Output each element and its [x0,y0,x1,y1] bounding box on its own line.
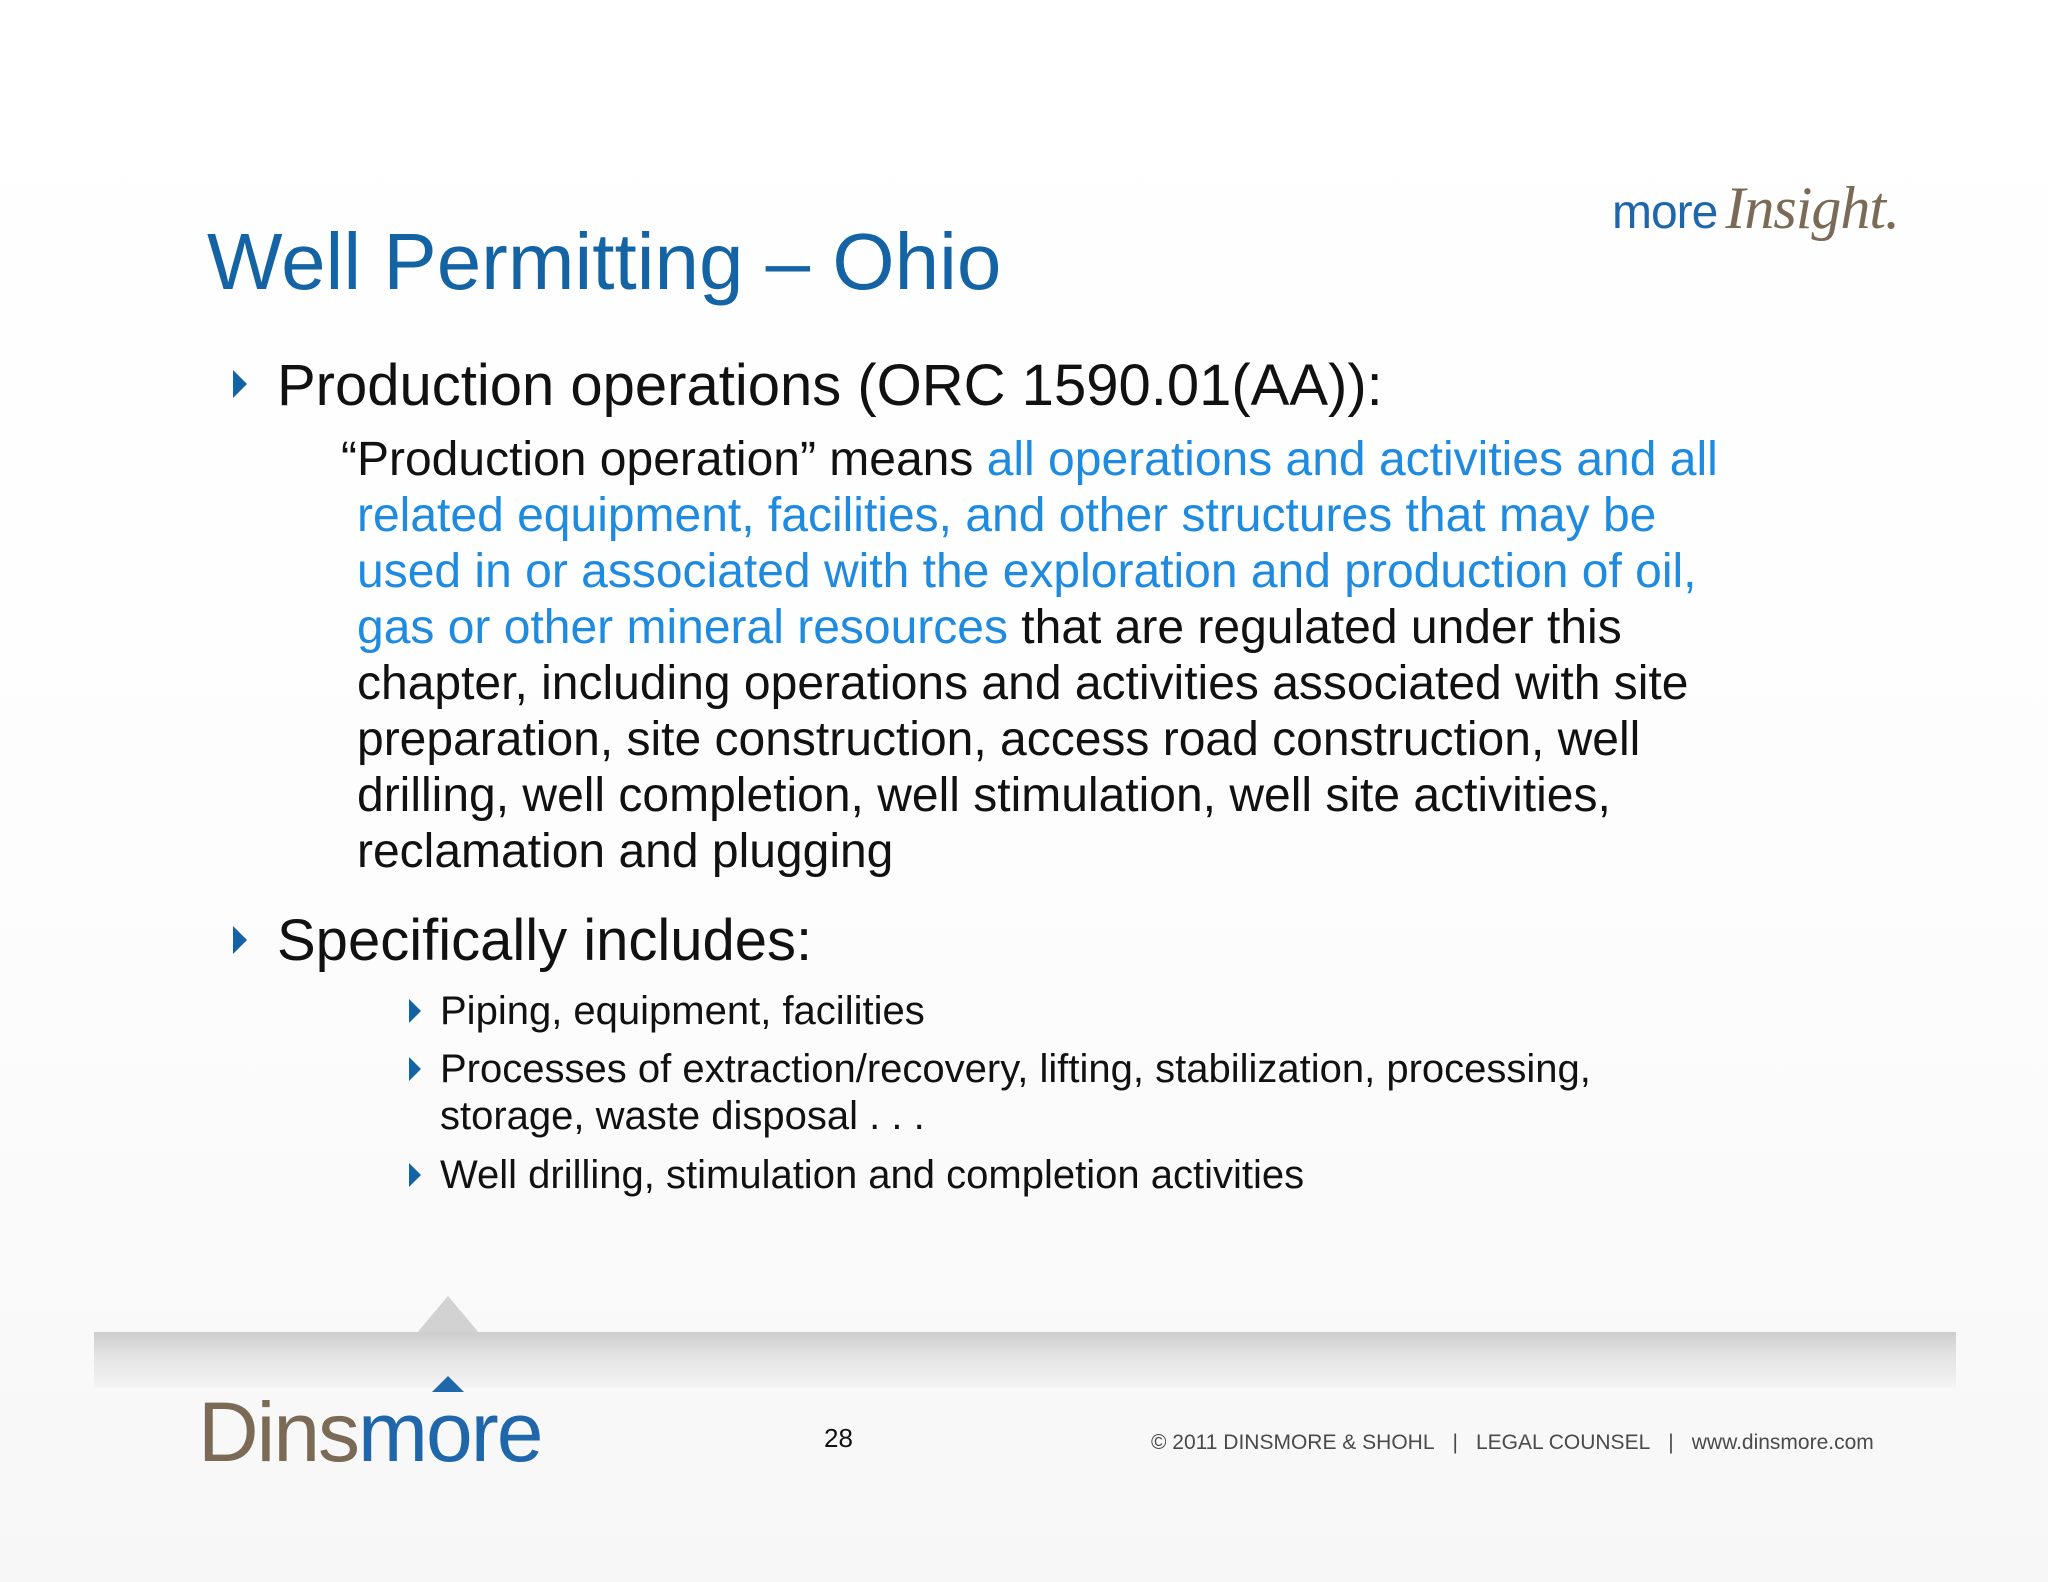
footer-separator: | [1668,1431,1674,1454]
logo-re-text: re [470,1385,542,1479]
sub-bullet-item [440,1152,1304,1199]
definition-line [357,600,1857,656]
definition-text: preparation, site construction, access road construction, well [357,713,1641,766]
logo-more-text: more [1612,186,1718,239]
sub-bullet-line: Processes of extraction/recovery, lifting, stabilization, processing, [440,1047,1591,1091]
definition-text: that are regulated under this [1007,601,1622,654]
bullet-arrow-icon [233,370,247,398]
definition-emphasis-text: gas or other mineral resources [357,601,1008,654]
slide-title: Well Permitting – Ohio [207,217,1002,306]
sub-bullet-arrow-icon [409,1057,421,1081]
caret-icon [432,1376,464,1392]
footer-band [94,1332,1956,1388]
footer-info [1151,1432,1874,1453]
footer-website-link[interactable]: www.dinsmore.com [1691,1431,1874,1454]
logo-m-text: m [358,1385,427,1479]
logo-dins-text: Dins [198,1385,359,1479]
sub-bullet-line: Well drilling, stimulation and completion activities [440,1153,1305,1197]
footer-legal-counsel: LEGAL COUNSEL [1475,1431,1651,1454]
sub-bullet-arrow-icon [409,999,421,1023]
page-number: 28 [824,1423,853,1453]
more-insight-logo [1612,175,1900,241]
definition-text: chapter, including operations and activities associated with site [357,657,1689,710]
logo-o-with-caret [426,1385,471,1479]
definition-emphasis-text: all operations and activities and all [986,433,1718,486]
definition-line [357,768,1857,824]
definition-text: drilling, well completion, well stimulation, well site activities, [357,769,1611,822]
sub-bullet-item [440,1046,1591,1140]
dinsmore-logo [198,1385,542,1479]
footer-copyright: © 2011 DINSMORE & SHOHL [1151,1431,1435,1454]
definition-quote [341,432,1857,880]
bullet-specifically-includes: Specifically includes: [277,908,813,973]
definition-line [357,656,1857,712]
sub-bullet-arrow-icon [409,1163,421,1187]
definition-line [357,712,1857,768]
definition-line [357,544,1857,600]
definition-line [341,432,1857,488]
definition-emphasis-text: used in or associated with the exploration and production of oil, [357,545,1697,598]
definition-text: “Production operation” means [341,433,987,486]
footer-separator: | [1452,1431,1458,1454]
bullet-production-operations: Production operations (ORC 1590.01(AA)): [277,353,1383,418]
definition-emphasis-text: related equipment, facilities, and other structures that may be [357,489,1657,542]
sub-bullet-line: storage, waste disposal . . . [440,1094,925,1138]
logo-o-text: o [426,1385,471,1479]
logo-insight-text: Insight. [1725,175,1900,241]
sub-bullet-item [440,988,925,1035]
definition-line [357,824,1857,880]
bullet-arrow-icon [233,926,247,954]
footer-notch-shape [416,1296,480,1334]
sub-bullet-line: Piping, equipment, facilities [440,989,925,1033]
definition-line [357,488,1857,544]
definition-text: reclamation and plugging [357,825,894,878]
